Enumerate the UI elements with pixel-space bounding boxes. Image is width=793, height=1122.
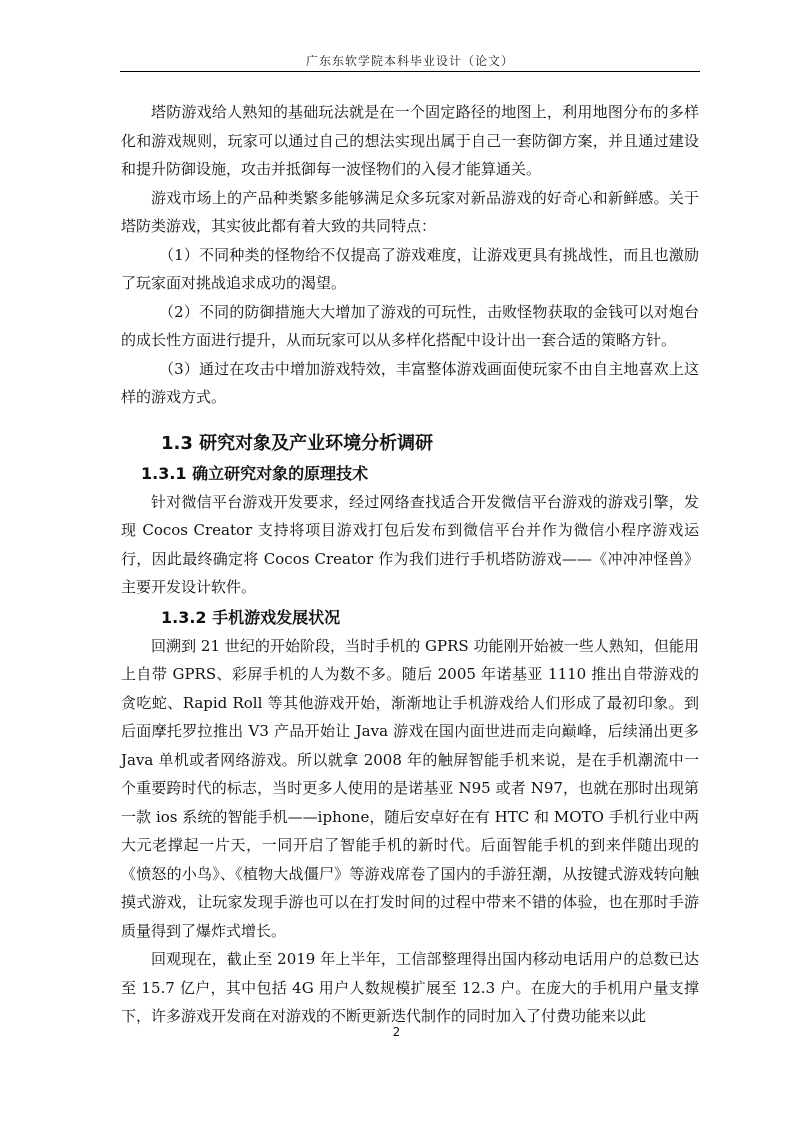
page-body (121, 98, 699, 1031)
paragraph: 回观现在，截止至 2019 年上半年，工信部整理得出国内移动电话用户的总数已达至 15.7 亿户，其中包括 4G 用户人数规模扩展至 12.3 户。在庞大的手机用户量支撑下，许多游戏开发商在对游戏的不断更新迭代制作的同时加入了付费功能来以此 (121, 950, 699, 1025)
subsection-heading: 1.3.2 手机游戏发展状况 (161, 607, 341, 627)
paragraph: 游戏市场上的产品种类繁多能够满足众多玩家对新品游戏的好奇心和新鲜感。关于塔防类游戏，其实彼此都有着大致的共同特点： (121, 188, 699, 235)
paragraph: 针对微信平台游戏开发要求，经过网络查找适合开发微信平台游戏的游戏引擎，发现 Cocos Creator 支持将项目游戏打包后发布到微信平台并作为微信小程序游戏运行，因此最终确定将 Cocos Creator 作为我们进行手机塔防游戏——《冲冲冲怪兽》主要开发设计软件。 (121, 492, 699, 596)
list-item: （1）不同种类的怪物给不仅提高了游戏难度，让游戏更具有挑战性，而且也激励了玩家面对挑战追求成功的渴望。 (121, 245, 699, 292)
paragraph: 回溯到 21 世纪的开始阶段，当时手机的 GPRS 功能刚开始被一些人熟知，但能用上自带 GPRS、彩屏手机的人为数不多。随后 2005 年诺基亚 1110 推出自带游戏的贪吃蛇、Rapid Roll 等其他游戏开始，渐渐地让手机游戏给人们形成了最初印象。到后面摩托罗拉推出 V3 产品开始让 Java 游戏在国内面世进而走向巅峰，后续涌出更多 Java 单机或者网络游戏。所以就拿 2008 年的触屏智能手机来说，是在手机潮流中一个重要跨时代的标志，当时更多人使用的是诺基亚 N95 或者 N97，也就在那时出现第一款 ios 系统的智能手机——iphone，随后安卓好在有 HTC 和 MOTO 手机行业中两大元老撑起一片天，一同开启了智能手机的新时代。后面智能手机的到来伴随出现的《愤怒的小鸟》、《植物大战僵尸》等游戏席卷了国内的手游狂潮，从按键式游戏转向触摸式游戏，让玩家发现手游也可以在打发时间的过程中带来不错的体验，也在那时手游质量得到了爆炸式增长。 (121, 636, 699, 940)
header-divider (120, 71, 700, 72)
list-item: （3）通过在攻击中增加游戏特效，丰富整体游戏画面使玩家不由自主地喜欢上这样的游戏方式。 (121, 359, 699, 406)
section-heading: 1.3 研究对象及产业环境分析调研 (161, 432, 434, 454)
page-header: 广东东软学院本科毕业设计（论文） (305, 54, 514, 68)
subsection-heading: 1.3.1 确立研究对象的原理技术 (141, 463, 369, 483)
page-number: 2 (392, 1025, 401, 1039)
paragraph: 塔防游戏给人熟知的基础玩法就是在一个固定路径的地图上，利用地图分布的多样化和游戏规则，玩家可以通过自己的想法实现出属于自己一套防御方案，并且通过建设和提升防御设施，攻击并抵御每一波怪物们的入侵才能算通关。 (121, 103, 699, 178)
list-item: （2）不同的防御措施大大增加了游戏的可玩性，击败怪物获取的金钱可以对炮台的成长性方面进行提升，从而玩家可以从多样化搭配中设计出一套合适的策略方针。 (121, 302, 699, 349)
